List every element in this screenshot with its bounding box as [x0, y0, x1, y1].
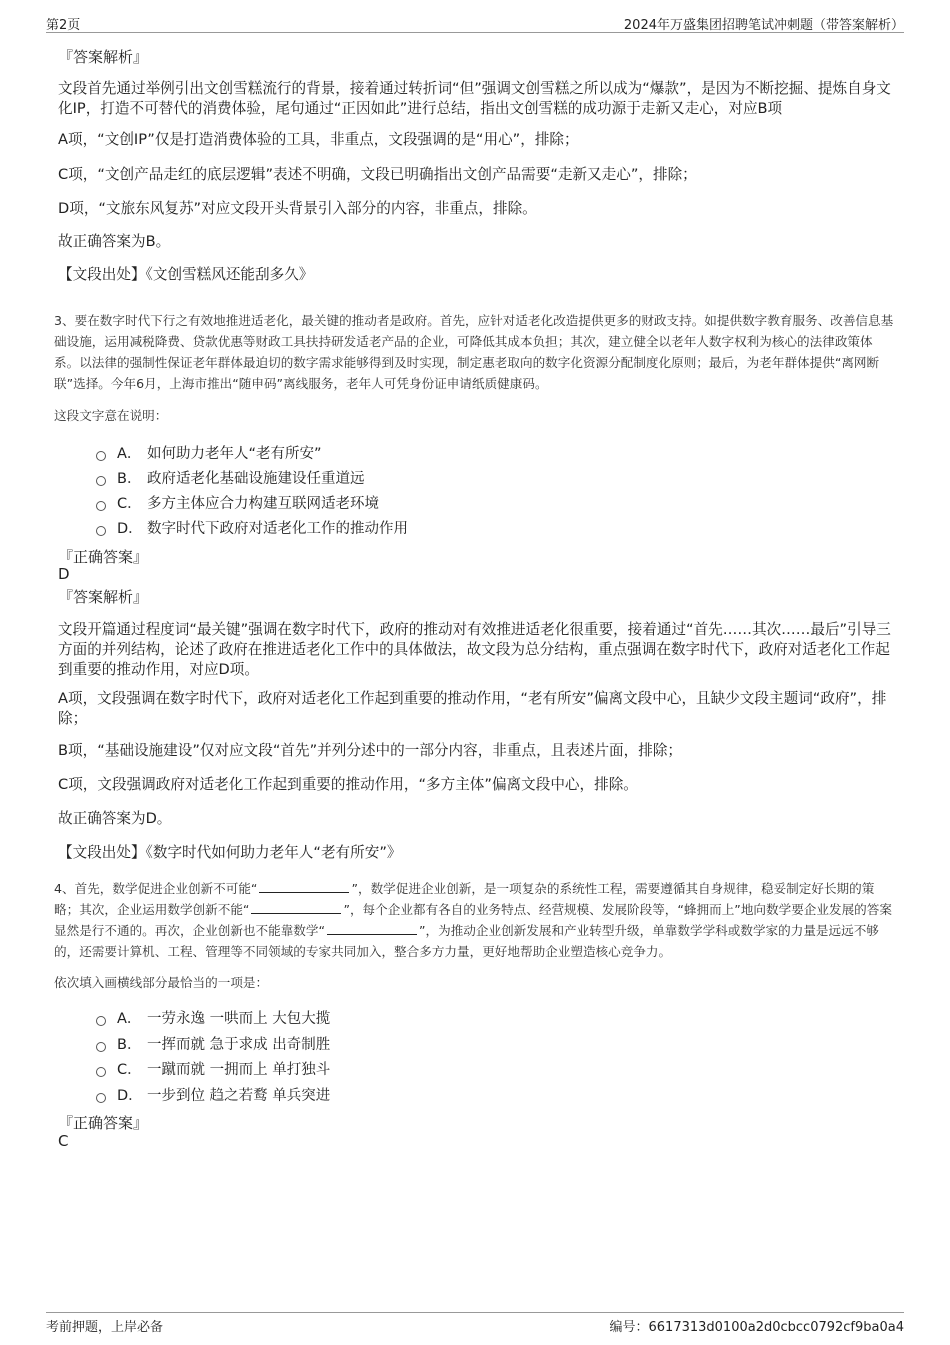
q3-answer: D: [58, 565, 70, 583]
page-header: [46, 12, 904, 33]
q4-option-a[interactable]: A． 一劳永逸 一哄而上 大包大揽: [96, 1007, 330, 1027]
q2-conclusion: 故正确答案为B。: [58, 233, 171, 250]
q3-analysis-label: 『答案解析』: [58, 588, 149, 606]
document-title: 2024年万盛集团招聘笔试冲刺题（带答案解析）: [623, 18, 904, 33]
radio-icon[interactable]: [96, 1042, 106, 1052]
q2-option-a-note: A项，“文创IP”仅是打造消费体验的工具，非重点，文段强调的是“用心”，排除；: [58, 131, 579, 148]
q3-option-b-note: B项，“基础设施建设”仅对应文段“首先”并列分述中的一部分内容，非重点，且表述片面，排除；: [58, 742, 683, 759]
footer-slogan: 考前押题，上岸必备: [46, 1320, 164, 1335]
radio-icon[interactable]: [96, 1016, 106, 1026]
q3-conclusion: 故正确答案为D。: [58, 810, 172, 827]
radio-icon[interactable]: [96, 501, 106, 511]
fill-blank-2: [251, 902, 341, 914]
q2-analysis-label: 『答案解析』: [58, 48, 149, 66]
q4-prompt: 依次填入画横线部分最恰当的一项是：: [54, 975, 269, 990]
q3-option-c-note: C项，文段强调政府对适老化工作起到重要的推动作用，“多方主体”偏离文段中心，排除。: [58, 776, 638, 793]
q3-option-a[interactable]: A． 如何助力老年人“老有所安”: [96, 442, 322, 462]
q3-answer-label: 『正确答案』: [58, 548, 149, 566]
q2-source: 【文段出处】《文创雪糕风还能刮多久》: [58, 266, 314, 283]
fill-blank-3: [327, 923, 417, 935]
q4-stem: 4、首先，数学促进企业创新不可能“ ”，数学促进企业创新，是一项复杂的系统性工程，需要遵循其自身规律，稳妥制定好长期的策略；其次，企业运用数学创新不能“ ”，每个企业都有各自的业务特点、经营规模、发展阶段等，“蜂拥而上”地向数学要企业发展的答案显然是行不通的。再次，企业创新也不能靠数学“ ”，为推动企业创新发展和产业转型升级，单靠数学学科或数学家的力量是远远不够的，还需要计算机、工程、管理等不同领域的专家共同加入，整合多方力量，更好地帮助企业塑造核心竞争力。: [54, 881, 892, 959]
q2-option-c-note: C项，“文创产品走红的底层逻辑”表述不明确，文段已明确指出文创产品需要“走新又走心”，排除；: [58, 166, 697, 183]
q4-option-d[interactable]: D． 一步到位 趋之若鹜 单兵突进: [96, 1084, 330, 1104]
radio-icon[interactable]: [96, 1093, 106, 1103]
q4-answer-label: 『正确答案』: [58, 1114, 149, 1132]
q3-source: 【文段出处】《数字时代如何助力老年人“老有所安”》: [58, 844, 402, 861]
page-number: 第2页: [46, 18, 81, 33]
radio-icon[interactable]: [96, 476, 106, 486]
q3-stem: 3、要在数字时代下行之有效地推进适老化，最关键的推动者是政府。首先，应针对适老化改造提供更多的财政支持。如提供数字教育服务、改善信息基础设施，运用减税降费、贷款优惠等财政工具扶持研发适老产品的企业，可降低其成本负担；其次，建立健全以老年人数字权利为核心的法律政策体系。以法律的强制性保证老年群体最迫切的数字需求能够得到及时实现，制定惠老取向的数字化资源分配制度化原则；最后，为老年群体提供“离网断联”选择。今年6月，上海市推出“随申码”离线服务，老年人可凭身份证申请纸质健康码。: [54, 313, 894, 391]
q4-option-c[interactable]: C． 一蹴而就 一拥而上 单打独斗: [96, 1058, 330, 1078]
q3-prompt: 这段文字意在说明：: [54, 408, 168, 423]
radio-icon[interactable]: [96, 1067, 106, 1077]
q2-analysis-text: 文段首先通过举例引出文创雪糕流行的背景，接着通过转折词“但”强调文创雪糕之所以成为“爆款”，是因为不断挖掘、提炼自身文化IP，打造不可替代的消费体验，尾句通过“正因如此”进行总结，指出文创雪糕的成功源于走新又走心，对应B项: [58, 80, 891, 117]
radio-icon[interactable]: [96, 526, 106, 536]
page-footer: [46, 1312, 904, 1333]
q2-option-d-note: D项，“文旅东风复苏”对应文段开头背景引入部分的内容，非重点，排除。: [58, 200, 537, 217]
q3-option-b[interactable]: B． 政府适老化基础设施建设任重道远: [96, 467, 365, 487]
q4-answer: C: [58, 1132, 69, 1150]
radio-icon[interactable]: [96, 451, 106, 461]
document-id: 编号：6617313d0100a2d0cbcc0792cf9ba0a4: [609, 1320, 904, 1335]
q3-option-c[interactable]: C． 多方主体应合力构建互联网适老环境: [96, 492, 379, 512]
q3-option-d[interactable]: D． 数字时代下政府对适老化工作的推动作用: [96, 517, 408, 537]
fill-blank-1: [259, 881, 349, 893]
q3-option-a-note: A项，文段强调在数字时代下，政府对适老化工作起到重要的推动作用，“老有所安”偏离文段中心，且缺少文段主题词“政府”，排除；: [58, 690, 887, 727]
q4-option-b[interactable]: B． 一挥而就 急于求成 出奇制胜: [96, 1033, 330, 1053]
q3-analysis-text: 文段开篇通过程度词“最关键”强调在数字时代下，政府的推动对有效推进适老化很重要，接着通过“首先……其次……最后”引导三方面的并列结构，论述了政府在推进适老化工作中的具体做法，故文段为总分结构，重点强调在数字时代下，政府对适老化工作起到重要的推动作用，对应D项。: [58, 621, 891, 678]
